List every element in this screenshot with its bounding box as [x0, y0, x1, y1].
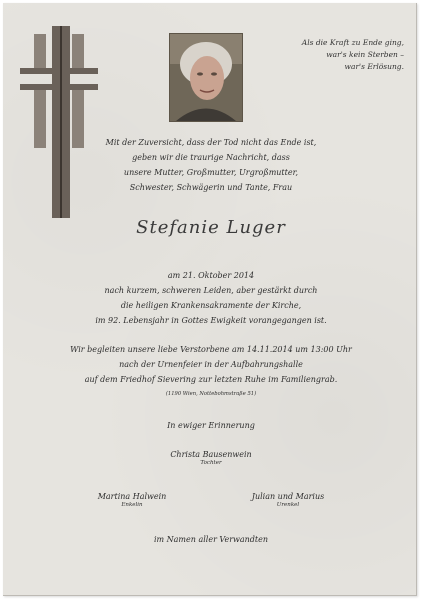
signature-name: Martina Halwein	[97, 492, 167, 501]
poem-line: war's kein Sterben –	[326, 50, 404, 59]
funeral-line: nach der Urnenfeier in der Aufbahrungshalle	[119, 360, 303, 369]
signature-name: Julian und Marius	[251, 492, 325, 501]
closing-line: im Namen aller Verwandten	[153, 535, 269, 544]
death-line: die heiligen Krankensakramente der Kirche,	[120, 301, 302, 310]
poem-line: war's Erlösung.	[344, 62, 404, 71]
portrait-photo	[169, 33, 243, 122]
signature-great-grandsons	[218, 492, 358, 508]
address-line: (1190 Wien, Nottebohmstraße 51)	[165, 391, 257, 397]
intro-line: Mit der Zuversicht, dass der Tod nicht das Ende ist,	[105, 138, 317, 147]
poem-quote	[284, 37, 404, 73]
intro-line: geben wir die traurige Nachricht, dass	[132, 153, 290, 162]
signature-relation: Tochter	[200, 460, 222, 466]
signature-name: Christa Bausenwein	[170, 450, 252, 459]
poem-line: Als die Kraft zu Ende ging,	[301, 38, 404, 47]
intro-line: unsere Mutter, Großmutter, Urgroßmutter,	[123, 168, 299, 177]
signature-granddaughter	[62, 492, 202, 508]
memory-line: In ewiger Erinnerung	[167, 421, 255, 430]
death-line: nach kurzem, schweren Leiden, aber gestärkt durch	[104, 286, 318, 295]
intro-line: Schwester, Schwägerin und Tante, Frau	[129, 183, 293, 192]
death-line: im 92. Lebensjahr in Gottes Ewigkeit vorangegangen ist.	[95, 316, 327, 325]
signature-relation: Urenkel	[276, 502, 300, 508]
death-line: am 21. Oktober 2014	[167, 271, 255, 280]
funeral-line: auf dem Friedhof Sievering zur letzten Ruhe im Familiengrab.	[84, 375, 338, 384]
deceased-name: Stefanie Luger	[136, 217, 286, 238]
funeral-line: Wir begleiten unsere liebe Verstorbene am 14.11.2014 um 13:00 Uhr	[70, 345, 352, 354]
signature-daughter	[131, 450, 291, 466]
signature-relation: Enkelin	[121, 502, 143, 508]
